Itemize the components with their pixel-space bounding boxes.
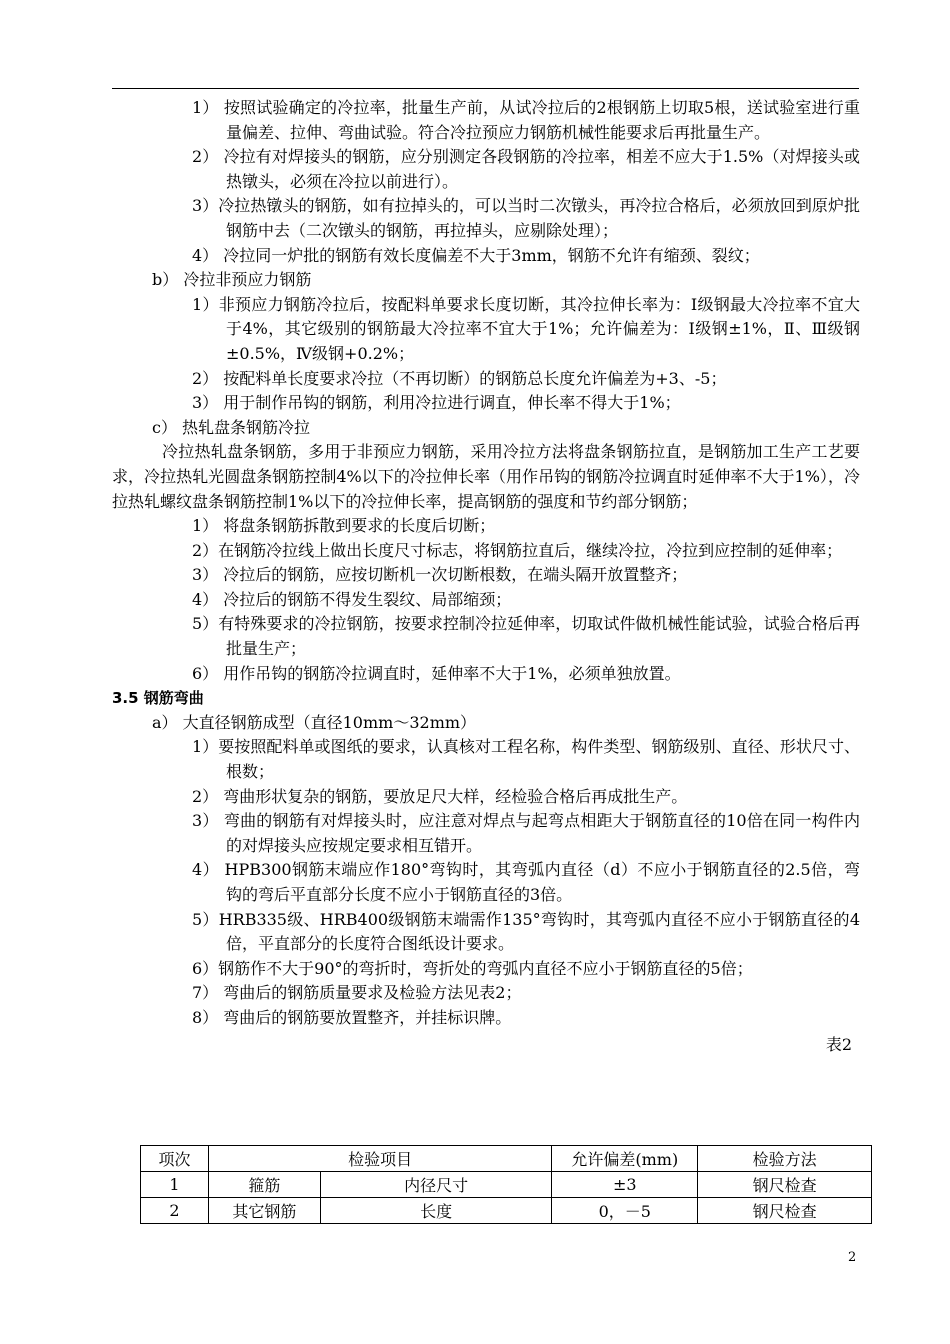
table-row (141, 1172, 872, 1198)
table-caption: 表2 (825, 1034, 852, 1054)
header-item: 检验项目 (208, 1146, 551, 1172)
paragraph: 8） 弯曲后的钢筋要放置整齐，并挂标识牌。 (192, 1007, 512, 1027)
paragraph: 2） 冷拉有对焊接头的钢筋，应分别测定各段钢筋的冷拉率，相差不应大于1.5%（对焊接头或热镦头，必须在冷拉以前进行）。 (192, 147, 860, 191)
header-no: 项次 (141, 1146, 209, 1172)
row-no: 2 (141, 1198, 209, 1224)
document-body (112, 96, 860, 1057)
paragraph: 1） 按照试验确定的冷拉率，批量生产前，从试冷拉后的2根钢筋上切取5根，送试验室进行重量偏差、拉伸、弯曲试验。符合冷拉预应力钢筋机械性能要求后再批量生产。 (192, 98, 860, 142)
paragraph: a） 大直径钢筋成型（直径10mm～32mm） (152, 712, 477, 732)
row-item: 箍筋 (208, 1172, 320, 1198)
paragraph: 5）有特殊要求的冷拉钢筋，按要求控制冷拉延伸率，切取试件做机械性能试验，试验合格后再批量生产； (192, 614, 860, 659)
paragraph: 7） 弯曲后的钢筋质量要求及检验方法见表2； (192, 983, 522, 1003)
row-tolerance: 0，－5 (552, 1198, 698, 1224)
paragraph: 5）HRB335级、HRB400级钢筋末端需作135°弯钩时，其弯弧内直径不应小于钢筋直径的4倍，平直部分的长度符合图纸设计要求。 (192, 909, 860, 954)
paragraph: 4） 冷拉后的钢筋不得发生裂纹、局部缩颈； (192, 589, 512, 609)
paragraph: b） 冷拉非预应力钢筋 (152, 270, 312, 290)
row-method: 钢尺检查 (698, 1172, 872, 1198)
paragraph: 1）要按照配料单或图纸的要求，认真核对工程名称，构件类型、钢筋级别、直径、形状尺寸、根数； (192, 737, 860, 782)
row-subitem: 内径尺寸 (320, 1172, 552, 1198)
row-subitem: 长度 (320, 1198, 552, 1224)
paragraph: c） 热轧盘条钢筋冷拉 (152, 417, 311, 437)
table-row (141, 1198, 872, 1224)
paragraph: 1） 将盘条钢筋拆散到要求的长度后切断； (192, 516, 496, 536)
paragraph: 4） 冷拉同一炉批的钢筋有效长度偏差不大于3mm，钢筋不允许有缩颈、裂纹； (192, 245, 760, 265)
paragraph: 6） 用作吊钩的钢筋冷拉调直时，延伸率不大于1%，必须单独放置。 (192, 663, 681, 683)
paragraph: 2） 按配料单长度要求冷拉（不再切断）的钢筋总长度允许偏差为+3、-5； (192, 368, 727, 388)
paragraph: 2）在钢筋冷拉线上做出长度尺寸标志，将钢筋拉直后，继续冷拉，冷拉到应控制的延伸率； (192, 540, 843, 560)
header-tolerance: 允许偏差(mm) (552, 1146, 698, 1172)
section-heading: 3.5 钢筋弯曲 (112, 689, 204, 708)
header-rule (112, 88, 859, 89)
paragraph: 3） 弯曲的钢筋有对焊接头时，应注意对焊点与起弯点相距大于钢筋直径的10倍在同一构件内的对焊接头应按规定要求相互错开。 (192, 811, 860, 855)
paragraph: 1）非预应力钢筋冷拉后，按配料单要求长度切断，其冷拉伸长率为：Ⅰ级钢最大冷拉率不宜大于4%，其它级别的钢筋最大冷拉率不宜大于1%；允许偏差为：Ⅰ级钢±1%，Ⅱ、Ⅲ级钢±0.5%，Ⅳ级钢+0.2%； (192, 294, 860, 363)
paragraph: 冷拉热轧盘条钢筋，多用于非预应力钢筋，采用冷拉方法将盘条钢筋拉直，是钢筋加工生产工艺要求，冷拉热轧光圆盘条钢筋控制4%以下的冷拉伸长率（用作吊钩的钢筋冷拉调直时延伸率不大于1%），冷拉热轧螺纹盘条钢筋控制1%以下的冷拉伸长率，提高钢筋的强度和节约部分钢筋； (112, 442, 860, 511)
row-no: 1 (141, 1172, 209, 1198)
row-tolerance: ±3 (552, 1172, 698, 1198)
page-number: 2 (848, 1250, 857, 1265)
row-method: 钢尺检查 (698, 1198, 872, 1224)
paragraph: 2） 弯曲形状复杂的钢筋，要放足尺大样，经检验合格后再成批生产。 (192, 786, 688, 806)
inspection-table (140, 1145, 872, 1224)
paragraph: 3）冷拉热镦头的钢筋，如有拉掉头的，可以当时二次镦头，再冷拉合格后，必须放回到原炉批钢筋中去（二次镦头的钢筋，再拉掉头，应剔除处理）； (192, 196, 860, 240)
header-method: 检验方法 (698, 1146, 872, 1172)
paragraph: 4） HPB300钢筋末端应作180°弯钩时，其弯弧内直径（d）不应小于钢筋直径的2.5倍，弯钩的弯后平直部分长度不应小于钢筋直径的3倍。 (192, 860, 860, 904)
table-header-row (141, 1146, 872, 1172)
row-item: 其它钢筋 (208, 1198, 320, 1224)
paragraph: 3） 冷拉后的钢筋，应按切断机一次切断根数，在端头隔开放置整齐； (192, 565, 688, 585)
paragraph: 6）钢筋作不大于90°的弯折时，弯折处的弯弧内直径不应小于钢筋直径的5倍； (192, 958, 753, 978)
paragraph: 3） 用于制作吊钩的钢筋，利用冷拉进行调直，伸长率不得大于1%； (192, 393, 681, 413)
